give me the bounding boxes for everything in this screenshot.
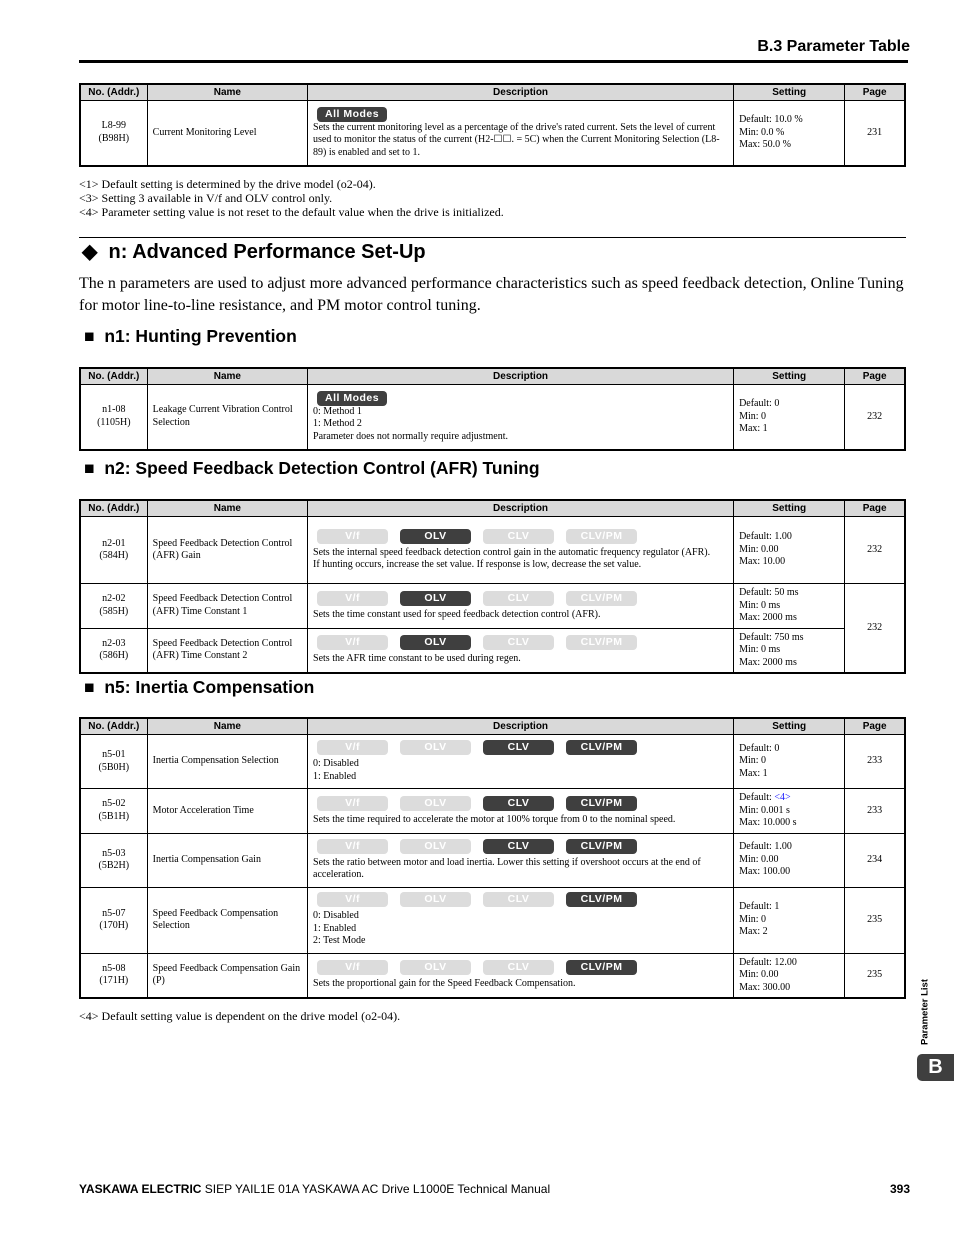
table-row xyxy=(80,735,905,789)
mode-badge-clv: CLV xyxy=(483,892,554,907)
table-row xyxy=(80,517,905,584)
parameter-table-l8 xyxy=(79,83,906,167)
footnote-ref-link[interactable]: <4> xyxy=(774,792,791,803)
col-header-description: Description xyxy=(308,368,734,385)
mode-badge-clvpm: CLV/PM xyxy=(566,529,637,544)
subsection-title-n1: ■ n1: Hunting Prevention xyxy=(84,326,297,346)
control-mode-badges xyxy=(317,960,728,975)
control-mode-badges xyxy=(317,892,728,907)
param-number: n1-08 (1105H) xyxy=(80,385,147,450)
mode-badge-olv: OLV xyxy=(400,839,471,854)
param-setting: Default: 0 Min: 0 Max: 1 xyxy=(734,385,845,450)
control-mode-badges xyxy=(317,591,728,606)
mode-badge-clv: CLV xyxy=(483,529,554,544)
mode-badge-clvpm: CLV/PM xyxy=(566,591,637,606)
param-number: n5-07 (170H) xyxy=(80,887,147,953)
col-header-description: Description xyxy=(308,84,734,101)
col-header-page: Page xyxy=(845,368,905,385)
col-header-no: No. (Addr.) xyxy=(80,84,147,101)
param-name: Current Monitoring Level xyxy=(147,101,307,166)
col-header-setting: Setting xyxy=(734,368,845,385)
mode-badge-vf: V/f xyxy=(317,892,388,907)
mode-badge-olv: OLV xyxy=(400,796,471,811)
mode-badge-clvpm: CLV/PM xyxy=(566,740,637,755)
mode-badge-olv: OLV xyxy=(400,591,471,606)
param-setting: Default: 1.00 Min: 0.00 Max: 10.00 xyxy=(734,517,845,584)
param-name: Inertia Compensation Gain xyxy=(147,833,307,887)
control-mode-badges xyxy=(317,635,728,650)
param-page: 232 xyxy=(845,517,905,584)
mode-badge-clv: CLV xyxy=(483,796,554,811)
col-header-name: Name xyxy=(147,718,307,735)
col-header-name: Name xyxy=(147,500,307,517)
col-header-name: Name xyxy=(147,368,307,385)
header-rule xyxy=(79,60,908,63)
mode-badge-clvpm: CLV/PM xyxy=(566,960,637,975)
param-number: n2-03 (586H) xyxy=(80,628,147,673)
section-intro: The n parameters are used to adjust more advanced performance characteristics such as speed feedback detection, Online Tuning for motor line-to-line resistance, and PM motor control tuning. xyxy=(79,275,904,314)
mode-badge-clvpm: CLV/PM xyxy=(566,635,637,650)
col-header-page: Page xyxy=(845,84,905,101)
mode-badge-olv: OLV xyxy=(400,635,471,650)
param-description: V/f OLV CLV CLV/PM Sets the time required to accelerate the motor at 100% torque from 0 to the nominal speed. xyxy=(308,789,734,834)
mode-badge-olv: OLV xyxy=(400,740,471,755)
subsection-title-n5: ■ n5: Inertia Compensation xyxy=(84,677,315,697)
param-number: n2-02 (585H) xyxy=(80,584,147,629)
mode-badge-vf: V/f xyxy=(317,591,388,606)
mode-badge-vf: V/f xyxy=(317,740,388,755)
square-bullet-icon: ■ xyxy=(84,677,95,697)
param-name: Speed Feedback Detection Control (AFR) Gain xyxy=(147,517,307,584)
col-header-setting: Setting xyxy=(734,718,845,735)
mode-badge-clv: CLV xyxy=(483,591,554,606)
param-name: Speed Feedback Compensation Selection xyxy=(147,887,307,953)
param-description: V/f OLV CLV CLV/PM Sets the internal speed feedback detection control gain in the automatic frequency regulator (AFR). If hunting occurs, increase the set value. If response is low, decrease the set value. xyxy=(308,517,734,584)
param-page: 233 xyxy=(845,735,905,789)
param-description: V/f OLV CLV CLV/PM Sets the AFR time constant to be used during regen. xyxy=(308,628,734,673)
chapter-tab[interactable]: B xyxy=(917,1054,954,1081)
param-number: n5-08 (171H) xyxy=(80,953,147,998)
parameter-table-n2 xyxy=(79,499,906,674)
page-footer xyxy=(79,1182,910,1196)
all-modes-badge: All Modes xyxy=(317,391,387,406)
mode-badge-olv: OLV xyxy=(400,529,471,544)
param-page: 232 xyxy=(845,584,905,674)
mode-badge-clvpm: CLV/PM xyxy=(566,839,637,854)
param-number: n5-02 (5B1H) xyxy=(80,789,147,834)
section-header: B.3 Parameter Table xyxy=(757,38,910,55)
param-description: V/f OLV CLV CLV/PM 0: Disabled 1: Enabled 2: Test Mode xyxy=(308,887,734,953)
control-mode-badges xyxy=(317,796,728,811)
mode-badge-olv: OLV xyxy=(400,892,471,907)
footer-doc-title: SIEP YAIL1E 01A YASKAWA AC Drive L1000E Technical Manual xyxy=(201,1182,551,1196)
param-name: Inertia Compensation Selection xyxy=(147,735,307,789)
param-name: Speed Feedback Detection Control (AFR) Time Constant 2 xyxy=(147,628,307,673)
footnotes-top: <1> Default setting is determined by the drive model (o2-04). <3> Setting 3 available in V/f and OLV control only. <4> Parameter setting value is not reset to the default value when the drive is initialized. xyxy=(79,177,504,219)
mode-badge-vf: V/f xyxy=(317,839,388,854)
side-label: Parameter List xyxy=(919,978,931,1046)
all-modes-badge: All Modes xyxy=(317,107,387,122)
table-row xyxy=(80,628,905,673)
param-setting: Default: 50 ms Min: 0 ms Max: 2000 ms xyxy=(734,584,845,629)
control-mode-badges xyxy=(317,529,728,544)
col-header-name: Name xyxy=(147,84,307,101)
param-name: Speed Feedback Detection Control (AFR) Time Constant 1 xyxy=(147,584,307,629)
param-number: n5-01 (5B0H) xyxy=(80,735,147,789)
table-row xyxy=(80,385,905,450)
table-row xyxy=(80,887,905,953)
col-header-setting: Setting xyxy=(734,500,845,517)
col-header-no: No. (Addr.) xyxy=(80,500,147,517)
control-mode-badges xyxy=(317,839,728,854)
param-description: V/f OLV CLV CLV/PM 0: Disabled 1: Enabled xyxy=(308,735,734,789)
mode-badge-clvpm: CLV/PM xyxy=(566,796,637,811)
mode-badge-vf: V/f xyxy=(317,960,388,975)
param-description: All Modes 0: Method 1 1: Method 2 Parameter does not normally require adjustment. xyxy=(308,385,734,450)
subsection-title-n2: ■ n2: Speed Feedback Detection Control (AFR) Tuning xyxy=(84,458,540,478)
col-header-setting: Setting xyxy=(734,84,845,101)
param-setting: Default: 750 ms Min: 0 ms Max: 2000 ms xyxy=(734,628,845,673)
col-header-no: No. (Addr.) xyxy=(80,368,147,385)
section-title: ◆ n: Advanced Performance Set-Up xyxy=(82,241,426,263)
control-mode-badges xyxy=(317,740,728,755)
param-name: Motor Acceleration Time xyxy=(147,789,307,834)
param-page: 234 xyxy=(845,833,905,887)
mode-badge-clv: CLV xyxy=(483,839,554,854)
table-row xyxy=(80,584,905,629)
mode-badge-vf: V/f xyxy=(317,796,388,811)
param-setting: Default: 12.00 Min: 0.00 Max: 300.00 xyxy=(734,953,845,998)
param-number: L8-99 (B98H) xyxy=(80,101,147,166)
param-name: Leakage Current Vibration Control Selection xyxy=(147,385,307,450)
param-name: Speed Feedback Compensation Gain (P) xyxy=(147,953,307,998)
mode-badge-clv: CLV xyxy=(483,740,554,755)
param-setting: Default: 0 Min: 0 Max: 1 xyxy=(734,735,845,789)
param-description: All Modes Sets the current monitoring level as a percentage of the drive's rated current. Sets the level of current used to monitor the status of the current (H2-☐☐. = 5C) when the Current Monitoring Selection (L8-89) is enabled and set to 1. xyxy=(308,101,734,166)
footnote-bottom: <4> Default setting value is dependent on the drive model (o2-04). xyxy=(79,1009,401,1023)
square-bullet-icon: ■ xyxy=(84,326,95,346)
param-description: V/f OLV CLV CLV/PM Sets the time constant used for speed feedback detection control (AFR). xyxy=(308,584,734,629)
param-setting: Default: 1.00 Min: 0.00 Max: 100.00 xyxy=(734,833,845,887)
table-row xyxy=(80,101,905,166)
param-page: 235 xyxy=(845,887,905,953)
table-row xyxy=(80,833,905,887)
mode-badge-vf: V/f xyxy=(317,529,388,544)
mode-badge-clv: CLV xyxy=(483,635,554,650)
mode-badge-clvpm: CLV/PM xyxy=(566,892,637,907)
param-description: V/f OLV CLV CLV/PM Sets the proportional gain for the Speed Feedback Compensation. xyxy=(308,953,734,998)
page-number: 393 xyxy=(889,1182,910,1196)
mode-badge-vf: V/f xyxy=(317,635,388,650)
col-header-description: Description xyxy=(308,718,734,735)
parameter-table-n1 xyxy=(79,367,906,451)
param-page: 232 xyxy=(845,385,905,450)
col-header-description: Description xyxy=(308,500,734,517)
col-header-page: Page xyxy=(845,718,905,735)
mode-badge-olv: OLV xyxy=(400,960,471,975)
diamond-icon: ◆ xyxy=(82,241,98,263)
table-row xyxy=(80,789,905,834)
param-description: V/f OLV CLV CLV/PM Sets the ratio between motor and load inertia. Lower this setting if overshoot occurs at the end of acceleration. xyxy=(308,833,734,887)
param-setting: Default: <4> Min: 0.001 s Max: 10.000 s xyxy=(734,789,845,834)
param-page: 235 xyxy=(845,953,905,998)
param-number: n2-01 (584H) xyxy=(80,517,147,584)
col-header-no: No. (Addr.) xyxy=(80,718,147,735)
param-number: n5-03 (5B2H) xyxy=(80,833,147,887)
table-row xyxy=(80,953,905,998)
col-header-page: Page xyxy=(845,500,905,517)
parameter-table-n5 xyxy=(79,717,906,999)
footer-brand: YASKAWA ELECTRIC xyxy=(79,1182,202,1196)
mode-badge-clv: CLV xyxy=(483,960,554,975)
param-setting: Default: 10.0 % Min: 0.0 % Max: 50.0 % xyxy=(734,101,845,166)
param-page: 233 xyxy=(845,789,905,834)
square-bullet-icon: ■ xyxy=(84,458,95,478)
param-page: 231 xyxy=(845,101,905,166)
section-rule xyxy=(79,237,906,238)
param-setting: Default: 1 Min: 0 Max: 2 xyxy=(734,887,845,953)
